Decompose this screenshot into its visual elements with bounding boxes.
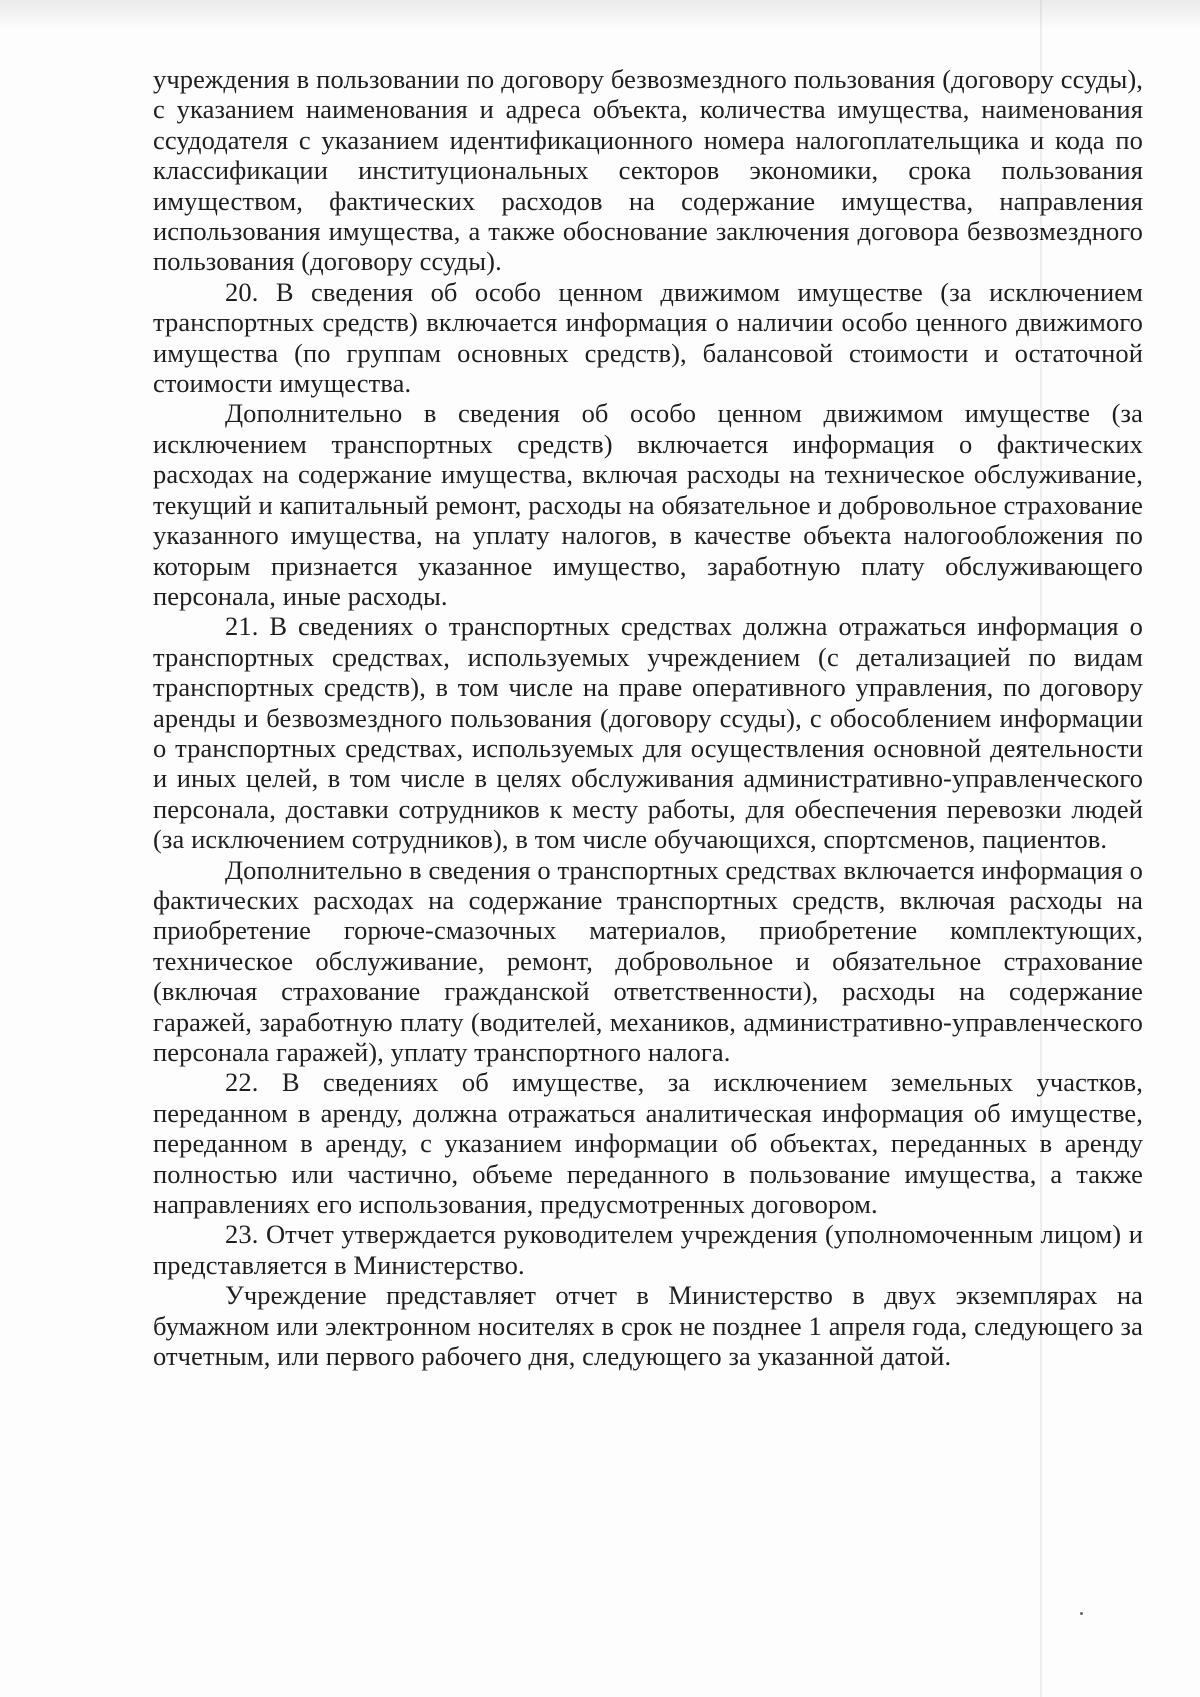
document-body [153,64,1143,1371]
scan-speck [1080,1612,1083,1615]
paragraph-item-23-submission: Учреждение представляет отчет в Министерство в двух экземплярах на бумажном или электронном носителях в срок не позднее 1 апреля года, следующего за отчетным, или первого рабочего дня, следующего за указанной датой. [153,1280,1143,1372]
paragraph-continuation: учреждения в пользовании по договору безвозмездного пользования (договору ссуды), с указанием наименования и адреса объекта, количества имущества, наименования ссудодателя с указанием идентификационного номера налогоплательщика и кода по классификации институциональных секторов экономики, срока пользования имуществом, фактических расходов на содержание имущества, направления использования имущества, а также обоснование заключения договора безвозмездного пользования (договору ссуды). [153,64,1143,277]
paragraph-item-20: 20. В сведения об особо ценном движимом имуществе (за исключением транспортных средств) включается информация о наличии особо ценного движимого имущества (по группам основных средств), балансовой стоимости и остаточной стоимости имущества. [153,276,1143,399]
paragraph-item-20-additional: Дополнительно в сведения об особо ценном движимом имуществе (за исключением транспортных средств) включается информация о фактических расходах на содержание имущества, включая расходы на техническое обслуживание, текущий и капитальный ремонт, расходы на обязательное и добровольное страхование указанного имущества, на уплату налогов, в качестве объекта налогообложения по которым признается указанное имущество, заработную плату обслуживающего персонала, иные расходы. [153,398,1143,611]
paragraph-item-23: 23. Отчет утверждается руководителем учреждения (уполномоченным лицом) и представляется в Министерство. [153,1219,1143,1280]
paragraph-item-21-additional: Дополнительно в сведения о транспортных средствах включается информация о фактических расходах на содержание транспортных средств, включая расходы на приобретение горюче-смазочных материалов, приобретение комплектующих, техническое обслуживание, ремонт, добровольное и обязательное страхование (включая страхование гражданской ответственности), расходы на содержание гаражей, заработную плату (водителей, механиков, административно-управленческого персонала гаражей), уплату транспортного налога. [153,854,1143,1067]
paragraph-item-22: 22. В сведениях об имуществе, за исключением земельных участков, переданном в аренду, должна отражаться аналитическая информация об имуществе, переданном в аренду, с указанием информации об объектах, переданных в аренду полностью или частично, объеме переданного в пользование имущества, а также направлениях его использования, предусмотренных договором. [153,1067,1143,1220]
scan-top-edge [0,0,1200,30]
paragraph-item-21: 21. В сведениях о транспортных средствах должна отражаться информация о транспортных средствах, используемых учреждением (с детализацией по видам транспортных средств), в том числе на праве оперативного управления, по договору аренды и безвозмездного пользования (договору ссуды), с обособлением информации о транспортных средствах, используемых для осуществления основной деятельности и иных целей, в том числе в целях обслуживания административно-управленческого персонала, доставки сотрудников к месту работы, для обеспечения перевозки людей (за исключением сотрудников), в том числе обучающихся, спортсменов, пациентов. [153,611,1143,855]
